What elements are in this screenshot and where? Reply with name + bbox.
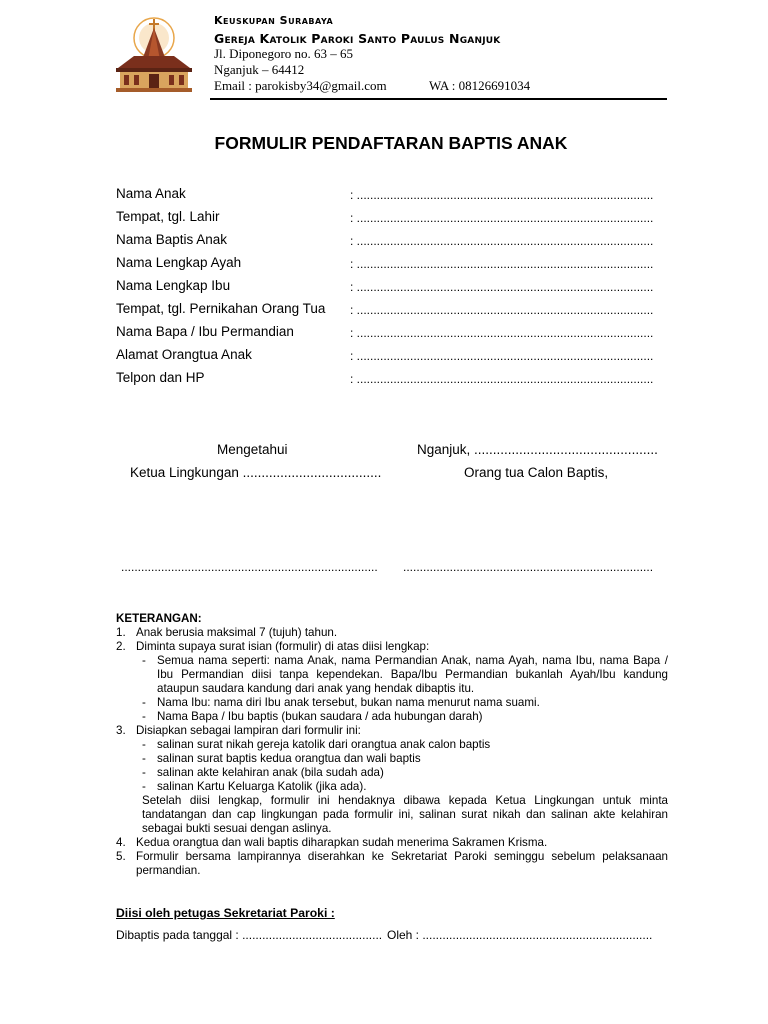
address-line: Jl. Diponegoro no. 63 – 65 xyxy=(214,46,354,61)
field-row xyxy=(116,278,676,301)
office-heading: Diisi oleh petugas Sekretariat Paroki : xyxy=(116,906,335,920)
note-number: 4. xyxy=(116,836,126,849)
field-fill[interactable]: : ......................................................................................... xyxy=(350,326,654,340)
note-text: Nama Ibu: nama diri Ibu anak tersebut, bukan nama menurut nama suami. xyxy=(157,696,540,709)
field-fill[interactable]: : ......................................................................................... xyxy=(350,234,654,248)
header-rule xyxy=(210,98,667,100)
dash: - xyxy=(142,766,146,779)
church-logo xyxy=(112,16,196,94)
note-item xyxy=(116,850,668,878)
note-subitem xyxy=(116,654,668,696)
note-text: Anak berusia maksimal 7 (tujuh) tahun. xyxy=(136,626,338,639)
baptized-date-line[interactable]: Dibaptis pada tanggal : .......................................... xyxy=(116,928,383,942)
note-number: 1. xyxy=(116,626,126,639)
notes-heading: KETERANGAN: xyxy=(116,612,202,625)
field-label: Nama Bapa / Ibu Permandian xyxy=(116,324,294,339)
officiant-line[interactable]: Oleh : ..................................................................... xyxy=(387,928,653,942)
note-subitem xyxy=(116,752,668,766)
note-paragraph: Setelah diisi lengkap, formulir ini hendaknya dibawa kepada Ketua Lingkungan untuk minta tandatangan dan cap lingkungan pada formulir ini, salinan surat nikah dan salinan akte kelahiran sebagai bukti sesuai dengan aslinya. xyxy=(142,794,668,835)
note-subitem xyxy=(116,696,668,710)
note-text: Kedua orangtua dan wali baptis diharapkan sudah menerima Sakramen Krisma. xyxy=(136,836,548,849)
note-text: salinan surat nikah gereja katolik dari orangtua anak calon baptis xyxy=(157,738,491,751)
note-text: Formulir bersama lampirannya diserahkan ke Sekretariat Paroki seminggu sebelum pelaksanaan permandian. xyxy=(136,850,668,877)
field-label: Tempat, tgl. Pernikahan Orang Tua xyxy=(116,301,326,316)
notes-section xyxy=(116,612,668,878)
field-row xyxy=(116,370,676,393)
field-fill[interactable]: : ......................................................................................... xyxy=(350,280,654,294)
note-number: 5. xyxy=(116,850,126,863)
field-row xyxy=(116,255,676,278)
left-signature-line[interactable]: ............................................................................. xyxy=(121,560,378,574)
field-fill[interactable]: : ......................................................................................... xyxy=(350,349,654,363)
field-fill[interactable]: : ......................................................................................... xyxy=(350,257,654,271)
whatsapp-line: WA : 08126691034 xyxy=(429,78,531,93)
note-text: Semua nama seperti: nama Anak, nama Permandian Anak, nama Ayah, nama Ibu, nama Bapa / Ibu Permandian diisi tanpa kependekan. Bapa/Ibu Permandian bukanlah Ayah/Ibu kandung ataupun saudara kandung dari anak yang hendak dibaptis itu. xyxy=(157,654,668,695)
note-number: 2. xyxy=(116,640,126,653)
place-date-line[interactable]: Nganjuk, ................................................. xyxy=(417,442,658,457)
note-item xyxy=(116,626,668,640)
note-text: salinan Kartu Keluarga Katolik (jika ada). xyxy=(157,780,367,793)
parents-label: Orang tua Calon Baptis, xyxy=(464,465,609,480)
right-signature-line[interactable]: ........................................................................... xyxy=(403,560,654,574)
acknowledged-label: Mengetahui xyxy=(217,442,288,457)
field-row xyxy=(116,324,676,347)
field-row xyxy=(116,186,676,209)
field-row xyxy=(116,301,676,324)
note-item xyxy=(116,640,668,654)
field-row xyxy=(116,232,676,255)
field-label: Nama Baptis Anak xyxy=(116,232,228,247)
field-label: Tempat, tgl. Lahir xyxy=(116,209,220,224)
note-subitem xyxy=(116,766,668,780)
dash: - xyxy=(142,752,146,765)
note-item xyxy=(116,724,668,738)
field-list xyxy=(116,186,676,393)
note-text: salinan surat baptis kedua orangtua dan wali baptis xyxy=(157,752,421,765)
note-text: Diminta supaya surat isian (formulir) di atas diisi lengkap: xyxy=(136,640,430,653)
email-line: Email : parokisby34@gmail.com xyxy=(214,78,387,93)
diocese-name: Keuskupan Surabaya xyxy=(214,14,334,27)
field-fill[interactable]: : ......................................................................................... xyxy=(350,303,654,317)
parish-name: Gereja Katolik Paroki Santo Paulus Nganjuk xyxy=(214,31,501,46)
dash: - xyxy=(142,780,146,793)
field-fill[interactable]: : ......................................................................................... xyxy=(350,211,654,225)
field-label: Nama Anak xyxy=(116,186,186,201)
note-subitem xyxy=(116,738,668,752)
form-title: FORMULIR PENDAFTARAN BAPTIS ANAK xyxy=(214,133,568,153)
note-number: 3. xyxy=(116,724,126,737)
field-label: Alamat Orangtua Anak xyxy=(116,347,252,362)
note-text: Disiapkan sebagai lampiran dari formulir ini: xyxy=(136,724,361,737)
dash: - xyxy=(142,696,146,709)
city-line: Nganjuk – 64412 xyxy=(214,62,305,77)
dash: - xyxy=(142,738,146,751)
note-text: Nama Bapa / Ibu baptis (bukan saudara / ada hubungan darah) xyxy=(157,710,483,723)
field-label: Nama Lengkap Ibu xyxy=(116,278,231,293)
field-label: Telpon dan HP xyxy=(116,370,205,385)
field-label: Nama Lengkap Ayah xyxy=(116,255,242,270)
field-row xyxy=(116,209,676,232)
note-item xyxy=(116,836,668,850)
note-text: salinan akte kelahiran anak (bila sudah ada) xyxy=(157,766,384,779)
dash: - xyxy=(142,710,146,723)
dash: - xyxy=(142,654,146,667)
note-subitem xyxy=(116,710,668,724)
field-fill[interactable]: : ......................................................................................... xyxy=(350,372,654,386)
field-row xyxy=(116,347,676,370)
note-subitem xyxy=(116,780,668,794)
ketua-lingkungan-line[interactable]: Ketua Lingkungan ..................................... xyxy=(130,465,382,480)
field-fill[interactable]: : ......................................................................................... xyxy=(350,188,654,202)
